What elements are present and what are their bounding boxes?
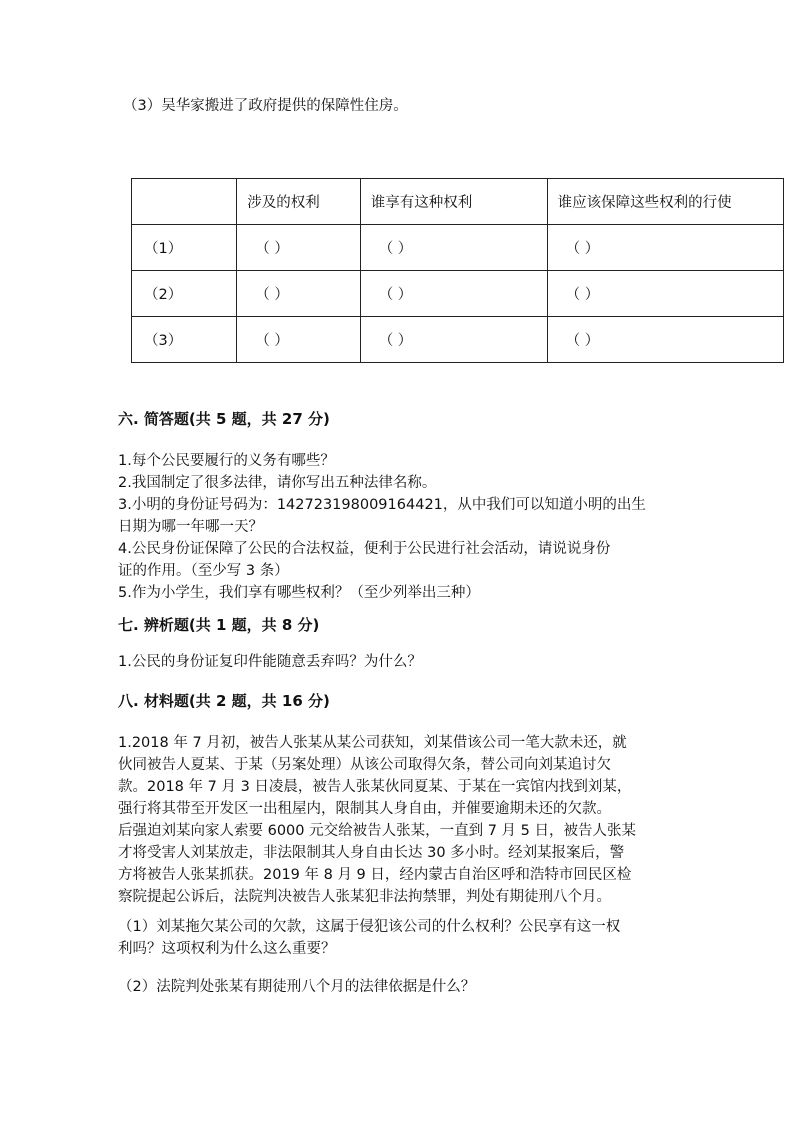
blank-parens: （ ） xyxy=(378,241,413,257)
section-title-short-answer: 六. 简答题(共 5 题，共 27 分) xyxy=(118,410,330,428)
material-line: 强行将其带至开发区一出租屋内，限制其人身自由，并催要逾期未还的欠款。 xyxy=(118,801,611,817)
answer-blank[interactable] xyxy=(547,317,783,363)
blank-parens: （ ） xyxy=(255,333,289,349)
rights-table xyxy=(131,178,784,363)
question-line: 3.小明的身份证号码为：142723198009164421，从中我们可以知道小明的出生 xyxy=(118,497,646,513)
row-label: （1） xyxy=(132,225,237,271)
question-line: 1.公民的身份证复印件能随意丢弃吗？为什么？ xyxy=(118,654,422,670)
material-line: 伙同被告人夏某、于某（另案处理）从该公司取得欠条，替公司向刘某追讨欠 xyxy=(118,757,611,773)
table-header-cell xyxy=(132,179,237,225)
table-row xyxy=(132,317,784,363)
answer-blank[interactable] xyxy=(360,317,547,363)
material-line: 方将被告人张某抓获。2019 年 8 月 9 日，经内蒙古自治区呼和浩特市回民区检 xyxy=(118,867,632,883)
material-line: 察院提起公诉后，法院判决被告人张某犯非法拘禁罪，判处有期徒刑八个月。 xyxy=(118,889,611,905)
section-title-analysis: 七. 辨析题(共 1 题，共 8 分) xyxy=(118,616,320,634)
question-line: 5.作为小学生，我们享有哪些权利？（至少列举出三种） xyxy=(118,585,480,601)
table-header-cell: 涉及的权利 xyxy=(237,179,360,225)
material-line: 1.2018 年 7 月初，被告人张某从某公司获知，刘某借该公司一笔大款未还，就 xyxy=(118,735,627,751)
answer-blank[interactable] xyxy=(547,225,783,271)
question-line: 日期为哪一年哪一天？ xyxy=(118,519,263,535)
question-line: 利吗？这项权利为什么这么重要？ xyxy=(118,941,336,957)
question-line: （2）法院判处张某有期徒刑八个月的法律依据是什么？ xyxy=(118,979,476,995)
blank-parens: （ ） xyxy=(378,287,413,303)
material-line: 才将受害人刘某放走，非法限制其人身自由长达 30 多小时。经刘某报案后，警 xyxy=(118,845,625,861)
material-line: 后强迫刘某向家人索要 6000 元交给被告人张某，一直到 7 月 5 日，被告人张某 xyxy=(118,823,637,839)
blank-parens: （ ） xyxy=(255,241,289,257)
question-line: （1）刘某拖欠某公司的欠款，这属于侵犯该公司的什么权利？公民享有这一权 xyxy=(118,919,621,935)
row-label: （2） xyxy=(132,271,237,317)
blank-parens: （ ） xyxy=(565,241,600,257)
answer-blank[interactable] xyxy=(237,317,360,363)
intro-item: （3）吴华家搬进了政府提供的保障性住房。 xyxy=(123,98,408,114)
blank-parens: （ ） xyxy=(255,287,289,303)
question-line: 2.我国制定了很多法律，请你写出五种法律名称。 xyxy=(118,475,437,491)
answer-blank[interactable] xyxy=(237,225,360,271)
blank-parens: （ ） xyxy=(378,333,413,349)
material-line: 款。2018 年 7 月 3 日凌晨，被告人张某伙同夏某、于某在一宾馆内找到刘某， xyxy=(118,779,632,795)
table-header-cell: 谁享有这种权利 xyxy=(360,179,547,225)
question-line: 4.公民身份证保障了公民的合法权益，便利于公民进行社会活动，请说说身份 xyxy=(118,541,611,557)
question-line: 1.每个公民要履行的义务有哪些？ xyxy=(118,453,335,469)
table-row xyxy=(132,271,784,317)
table-header-row xyxy=(132,179,784,225)
answer-blank[interactable] xyxy=(237,271,360,317)
answer-blank[interactable] xyxy=(360,271,547,317)
blank-parens: （ ） xyxy=(565,287,600,303)
table-header-cell: 谁应该保障这些权利的行使 xyxy=(547,179,783,225)
question-line: 证的作用。（至少写 3 条） xyxy=(118,563,289,579)
answer-blank[interactable] xyxy=(360,225,547,271)
table-row xyxy=(132,225,784,271)
answer-blank[interactable] xyxy=(547,271,783,317)
row-label: （3） xyxy=(132,317,237,363)
blank-parens: （ ） xyxy=(565,333,600,349)
section-title-material: 八. 材料题(共 2 题，共 16 分) xyxy=(118,692,330,710)
